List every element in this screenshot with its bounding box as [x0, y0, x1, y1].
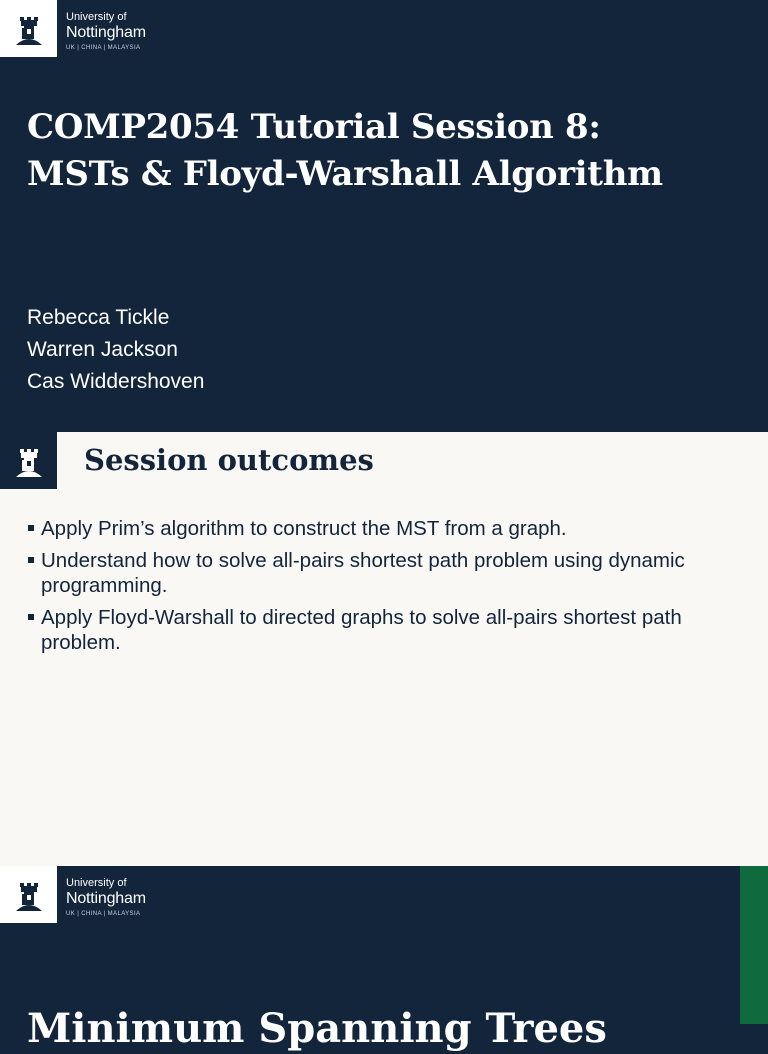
university-logo-small — [0, 432, 57, 489]
square-bullet-icon — [28, 614, 34, 620]
logo-line-1: University of — [66, 11, 127, 23]
author-name: Rebecca Tickle — [27, 306, 170, 329]
slide-title — [27, 104, 757, 198]
university-logo — [0, 0, 57, 57]
section-title: Minimum Spanning Trees — [27, 1005, 607, 1052]
square-bullet-icon — [28, 525, 34, 531]
university-wordmark — [66, 878, 146, 917]
author-name: Warren Jackson — [27, 338, 178, 361]
logo-line-3: UK | CHINA | MALAYSIA — [66, 911, 141, 917]
list-item — [28, 605, 728, 655]
list-item-text: Apply Floyd-Warshall to directed graphs to solve all-pairs shortest path problem. — [41, 606, 682, 654]
castle-icon — [14, 443, 44, 479]
logo-line-2: Nottingham — [66, 890, 146, 907]
accent-bar — [740, 866, 768, 1024]
list-item-text: Understand how to solve all-pairs shortest path problem using dynamic programming. — [41, 549, 685, 597]
title-slide — [0, 0, 768, 432]
list-item — [28, 516, 728, 541]
author-list — [27, 302, 204, 398]
list-item — [28, 548, 728, 598]
list-item-text: Apply Prim’s algorithm to construct the MST from a graph. — [41, 517, 567, 540]
outcome-list — [28, 516, 728, 662]
square-bullet-icon — [28, 557, 34, 563]
logo-line-1: University of — [66, 877, 127, 889]
author-name: Cas Widdershoven — [27, 370, 205, 393]
outcomes-slide — [0, 432, 768, 866]
castle-icon — [14, 877, 44, 913]
section-slide — [0, 866, 768, 1052]
logo-line-3: UK | CHINA | MALAYSIA — [66, 45, 141, 51]
slide-title-line-2: MSTs & Floyd-Warshall Algorithm — [27, 154, 663, 194]
slide-title-line-1: COMP2054 Tutorial Session 8: — [27, 107, 601, 147]
logo-line-2: Nottingham — [66, 24, 146, 41]
university-wordmark — [66, 12, 146, 51]
university-logo — [0, 866, 57, 923]
castle-icon — [14, 11, 44, 47]
section-heading: Session outcomes — [84, 443, 374, 477]
